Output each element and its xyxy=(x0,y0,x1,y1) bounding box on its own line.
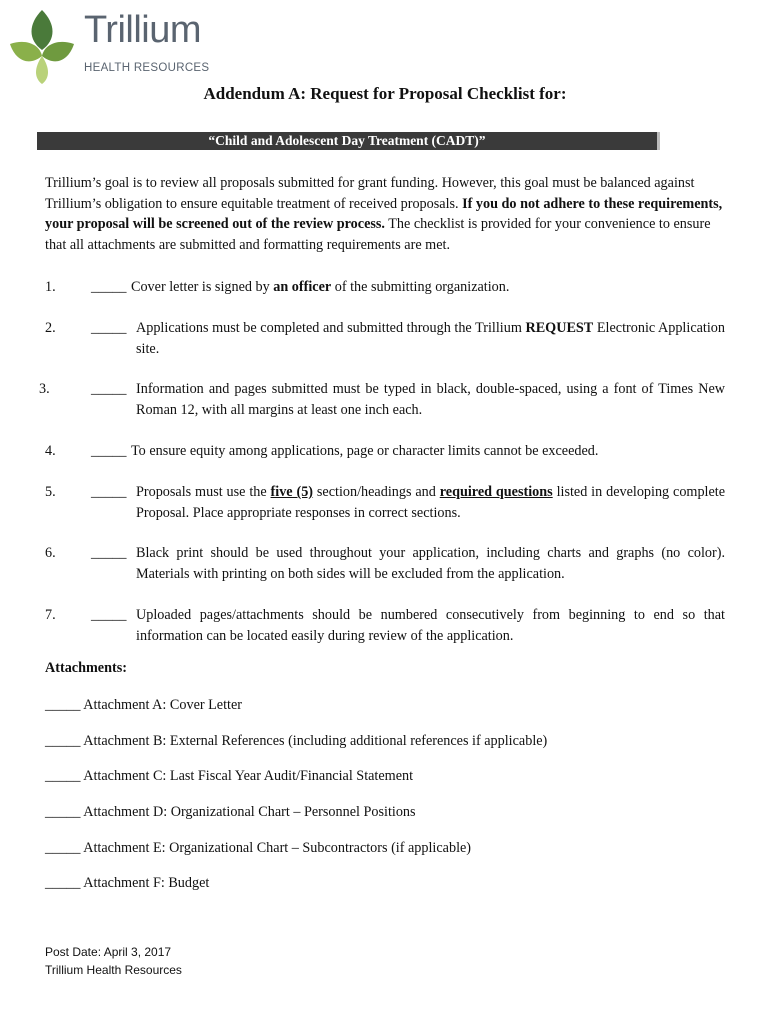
attachment-label: Attachment A: Cover Letter xyxy=(83,697,243,713)
attachment-label: Attachment D: Organizational Chart – Personnel Positions xyxy=(83,804,416,820)
checkbox-blank: _____ xyxy=(45,697,81,713)
intro-warning: If you do not adhere to these requirements, your proposal will be screened out of the review process. xyxy=(45,195,723,232)
item-number: 7. xyxy=(45,607,56,623)
intro-text-2: The checklist is provided for your convenience to ensure that all attachments are submitted and formatting requirements are met. xyxy=(45,216,711,253)
item-text: Electronic Application site. xyxy=(136,320,725,357)
checkbox-blank: _____ xyxy=(91,381,127,397)
checkbox-blank: _____ xyxy=(45,768,81,784)
item-text: Cover letter is signed by xyxy=(131,279,274,295)
page-title: Addendum A: Request for Proposal Checklist for: xyxy=(203,84,567,103)
trillium-logo xyxy=(6,6,216,86)
intro-text-1: Trillium’s goal is to review all proposals submitted for grant funding. However, this goal must be balanced against Trillium’s obligation to ensure equitable treatment of received proposals. xyxy=(45,175,695,212)
item-number: 1. xyxy=(45,279,56,295)
attachment-item xyxy=(45,731,547,751)
item-emphasis: REQUEST xyxy=(525,320,594,336)
item-emphasis: an officer xyxy=(273,279,332,295)
item-text: section/headings and xyxy=(313,484,440,500)
program-banner: “Child and Adolescent Day Treatment (CADT)” xyxy=(37,132,660,150)
attachment-item xyxy=(45,695,242,715)
item-text: Applications must be completed and submitted through the Trillium xyxy=(136,320,526,336)
checkbox-blank: _____ xyxy=(45,804,81,820)
trillium-flower-icon xyxy=(6,6,78,86)
item-text: Black print should be used throughout your application, including charts and graphs (no color). Materials with printing on both sides will be excluded from the application. xyxy=(136,545,725,582)
attachment-label: Attachment B: External References (including additional references if applicable) xyxy=(83,733,548,749)
checkbox-blank: _____ xyxy=(45,840,81,856)
item-number: 6. xyxy=(45,545,56,561)
attachments-heading: Attachments: xyxy=(45,660,127,676)
attachment-item xyxy=(45,838,471,858)
checkbox-blank: _____ xyxy=(91,607,127,623)
intro-paragraph xyxy=(45,173,725,255)
checkbox-blank: _____ xyxy=(91,320,127,336)
item-emphasis: five (5) xyxy=(270,484,314,500)
logo-name: Trillium xyxy=(84,9,202,51)
attachment-item xyxy=(45,873,209,893)
attachment-item xyxy=(45,766,413,786)
item-text: Proposals must use the xyxy=(136,484,271,500)
attachment-label: Attachment E: Organizational Chart – Subcontractors (if applicable) xyxy=(83,840,472,856)
item-emphasis: required questions xyxy=(439,484,553,500)
item-number: 4. xyxy=(45,443,56,459)
attachment-label: Attachment F: Budget xyxy=(83,875,210,891)
checkbox-blank: _____ xyxy=(45,733,81,749)
post-date: Post Date: April 3, 2017 xyxy=(45,945,172,959)
logo-subtitle: HEALTH RESOURCES xyxy=(84,62,210,74)
item-number: 5. xyxy=(45,484,56,500)
item-text: To ensure equity among applications, page or character limits cannot be exceeded. xyxy=(131,443,599,459)
item-text: listed in developing complete Proposal. Place appropriate responses in correct sections. xyxy=(136,484,726,521)
attachment-item xyxy=(45,802,416,822)
item-text: Information and pages submitted must be typed in black, double-spaced, using a font of Times New Roman 12, with all margins at least one inch each. xyxy=(136,381,725,418)
item-text: Uploaded pages/attachments should be numbered consecutively from beginning to end so that information can be located easily during review of the application. xyxy=(136,607,725,644)
item-number: 2. xyxy=(45,320,56,336)
checkbox-blank: _____ xyxy=(91,443,127,459)
footer-org: Trillium Health Resources xyxy=(45,963,182,977)
item-text: of the submitting organization. xyxy=(331,279,510,295)
checkbox-blank: _____ xyxy=(91,279,127,295)
checkbox-blank: _____ xyxy=(91,484,127,500)
checkbox-blank: _____ xyxy=(91,545,127,561)
checkbox-blank: _____ xyxy=(45,875,81,891)
item-number: 3. xyxy=(39,381,50,397)
attachment-label: Attachment C: Last Fiscal Year Audit/Financial Statement xyxy=(83,768,414,784)
footer xyxy=(45,943,182,979)
